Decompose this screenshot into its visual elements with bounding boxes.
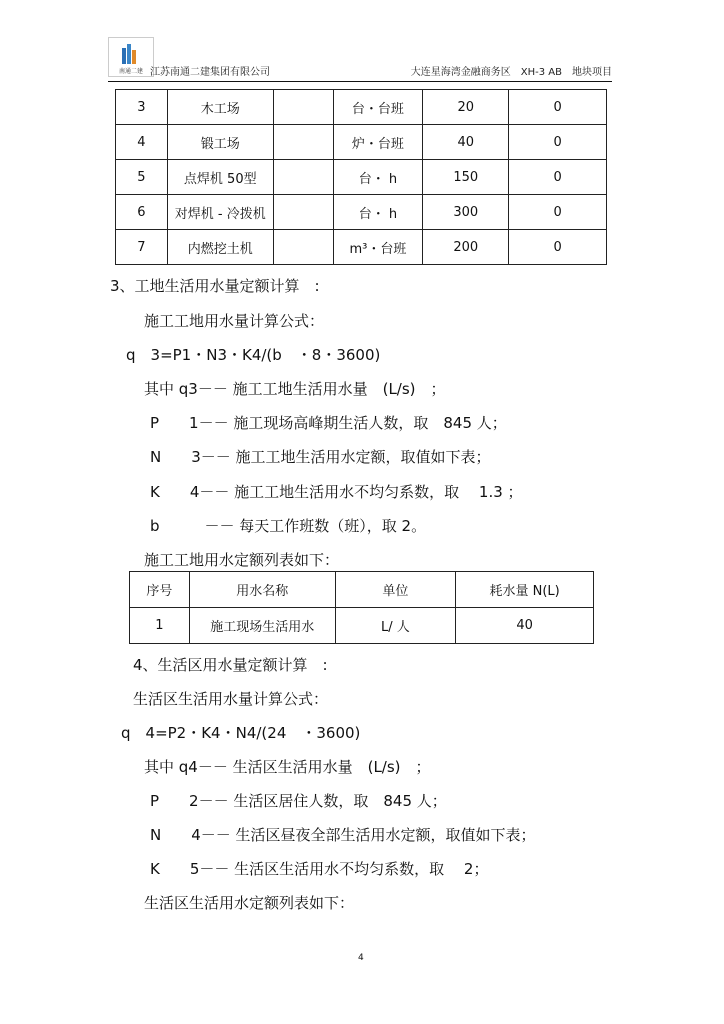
section4-where-q: 其中 q4－－ 生活区生活用水量 (L/s) ； [144, 758, 431, 776]
table-row: 1 施工现场生活用水 L/ 人 40 [130, 608, 594, 644]
section3-title: 3、工地生活用水量定额计算 : [110, 277, 320, 295]
page-number: 4 [358, 953, 364, 963]
section4-formula-intro: 生活区生活用水量计算公式： [133, 690, 329, 708]
section3-p-line: P 1－－ 施工现场高峰期生活人数，取 845 人； [150, 414, 507, 432]
company-logo [108, 37, 154, 77]
header-project: 大连星海湾金融商务区 XH-3 AB 地块项目 [410, 67, 612, 78]
section3-n-line: N 3－－ 施工工地生活用水定额，取值如下表； [150, 448, 491, 466]
table-row: 3 木工场 台・台班 20 0 [116, 90, 607, 125]
section4-title: 4、生活区用水量定额计算 : [133, 656, 328, 674]
section3-where-q: 其中 q3－－ 施工工地生活用水量 (L/s) ； [144, 380, 446, 398]
equipment-water-table [115, 89, 607, 265]
section3-b-line: b －－ 每天工作班数（班），取 2。 [150, 517, 427, 535]
section4-k-line: K 5－－ 生活区生活用水不均匀系数，取 2； [150, 860, 489, 878]
section4-formula: q 4=P2・K4・N4/(24 ・3600) [121, 724, 361, 742]
section3-k-line: K 4－－ 施工工地生活用水不均匀系数，取 1.3 ； [150, 483, 523, 501]
site-water-quota-table [129, 571, 594, 644]
table-row: 4 锻工场 炉・台班 40 0 [116, 125, 607, 160]
section4-table-intro: 生活区生活用水定额列表如下： [144, 894, 355, 912]
section3-formula: q 3=P1・N3・K4/(b ・8・3600) [126, 346, 381, 364]
table-header-row: 序号 用水名称 单位 耗水量 N(L) [130, 572, 594, 608]
table-row: 7 内燃挖土机 m³・台班 200 0 [116, 230, 607, 265]
header-rule [108, 81, 612, 82]
section3-table-intro: 施工工地用水定额列表如下： [144, 551, 340, 569]
table-row: 6 对焊机 - 冷拨机 台・ h 300 0 [116, 195, 607, 230]
section3-formula-intro: 施工工地用水量计算公式： [144, 312, 325, 330]
section4-p-line: P 2－－ 生活区居住人数，取 845 人； [150, 792, 447, 810]
section4-n-line: N 4－－ 生活区昼夜全部生活用水定额，取值如下表； [150, 826, 536, 844]
header-company: 江苏南通二建集团有限公司 [150, 67, 270, 78]
table-row: 5 点焊机 50型 台・ h 150 0 [116, 160, 607, 195]
logo-caption: 南通二建 [118, 68, 144, 75]
